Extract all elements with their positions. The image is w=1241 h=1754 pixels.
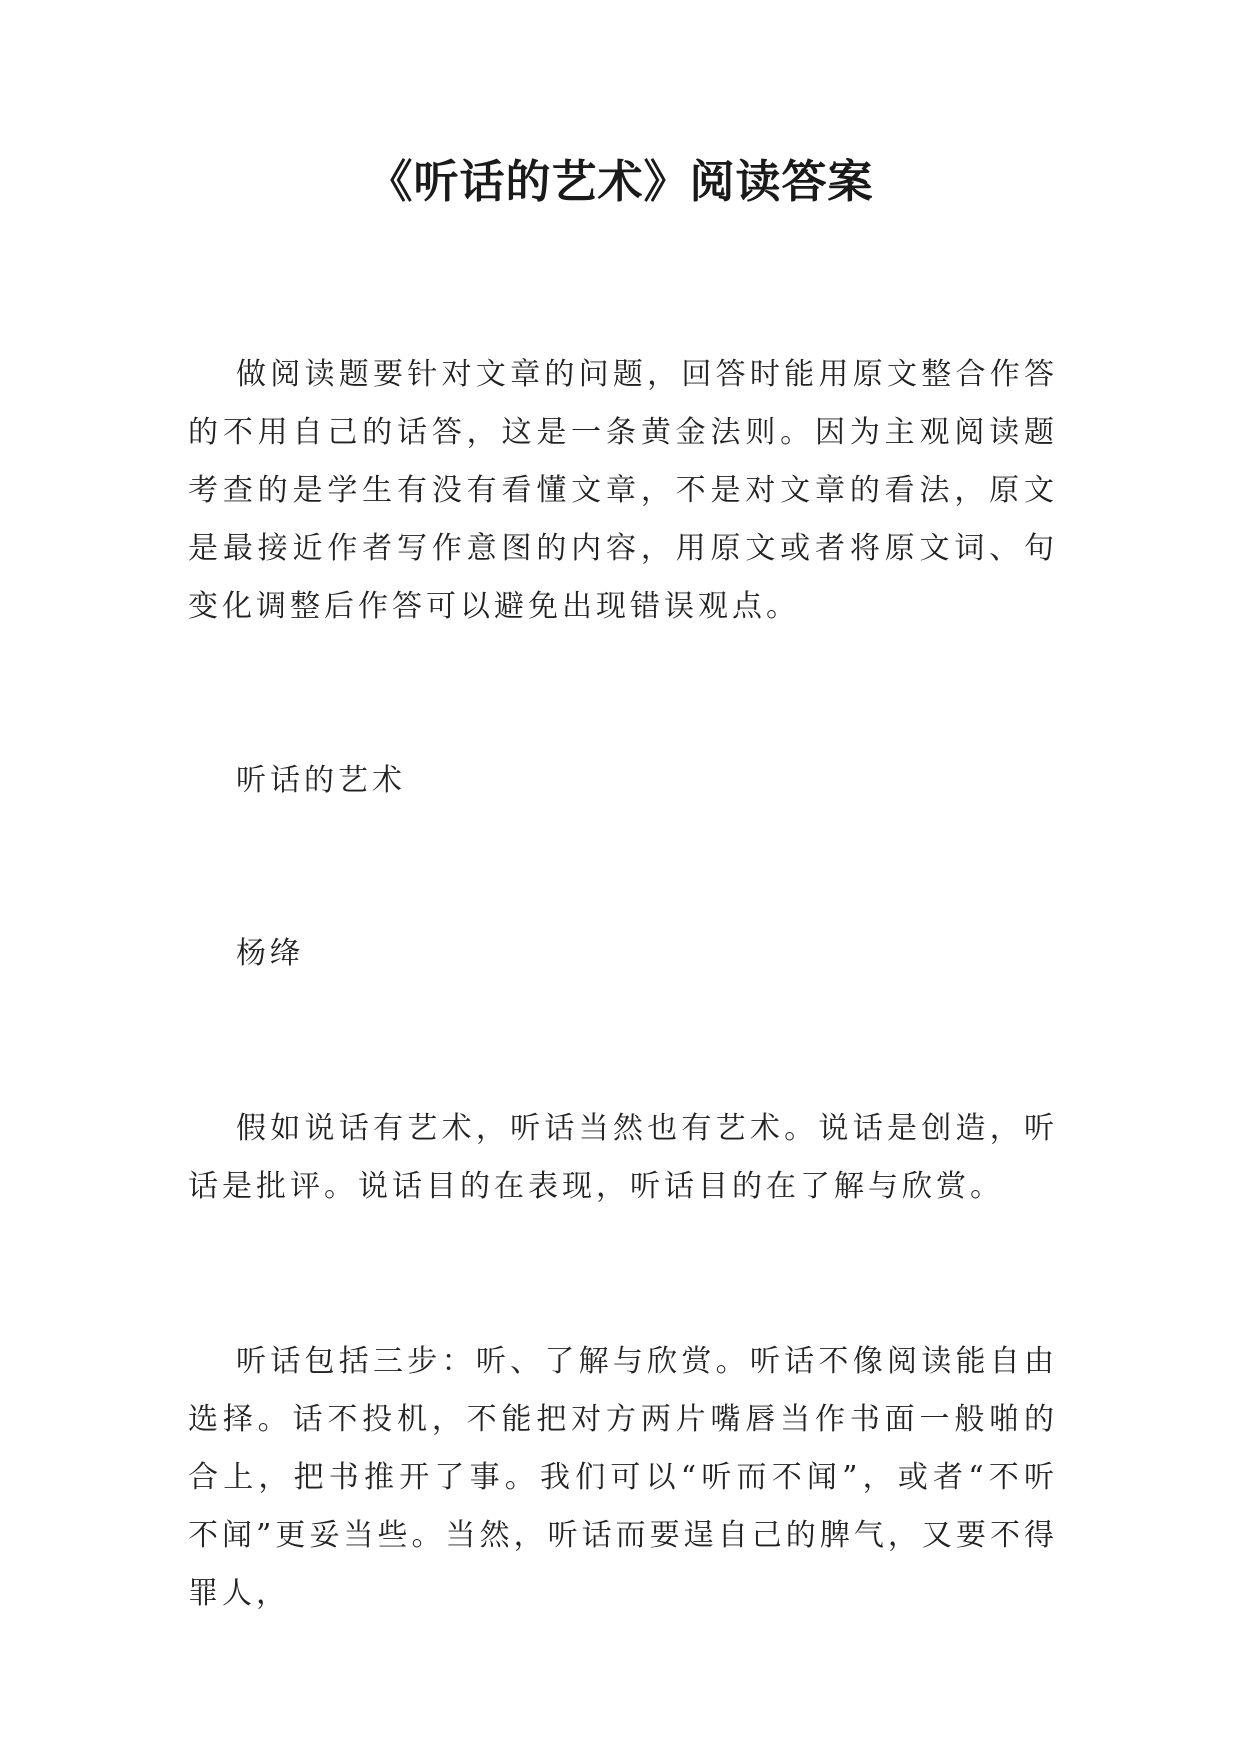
intro-paragraph: 做阅读题要针对文章的问题，回答时能用原文整合作答的不用自己的话答，这是一条黄金法则。因为主观阅读题考查的是学生有没有看懂文章，不是对文章的看法，原文是最接近作者写作意图的内容，用原文或者将原文词、句变化调整后作答可以避免出现错误观点。 — [188, 357, 1058, 624]
document-title: 《听话的艺术》阅读答案 — [367, 155, 874, 208]
article-title: 听话的艺术 — [236, 763, 406, 798]
body-paragraph-1: 假如说话有艺术，听话当然也有艺术。说话是创造，听话是批评。说话目的在表现，听话目的在了解与欣赏。 — [188, 1111, 1058, 1204]
article-author: 杨绛 — [236, 936, 304, 971]
body-paragraph-2: 听话包括三步：听、了解与欣赏。听话不像阅读能自由选择。话不投机，不能把对方两片嘴唇当作书面一般啪的合上，把书推开了事。我们可以“听而不闻”，或者“不听不闻”更妥当些。当然，听话而要逞自己的脾气，又要不得罪人， — [188, 1344, 1058, 1611]
